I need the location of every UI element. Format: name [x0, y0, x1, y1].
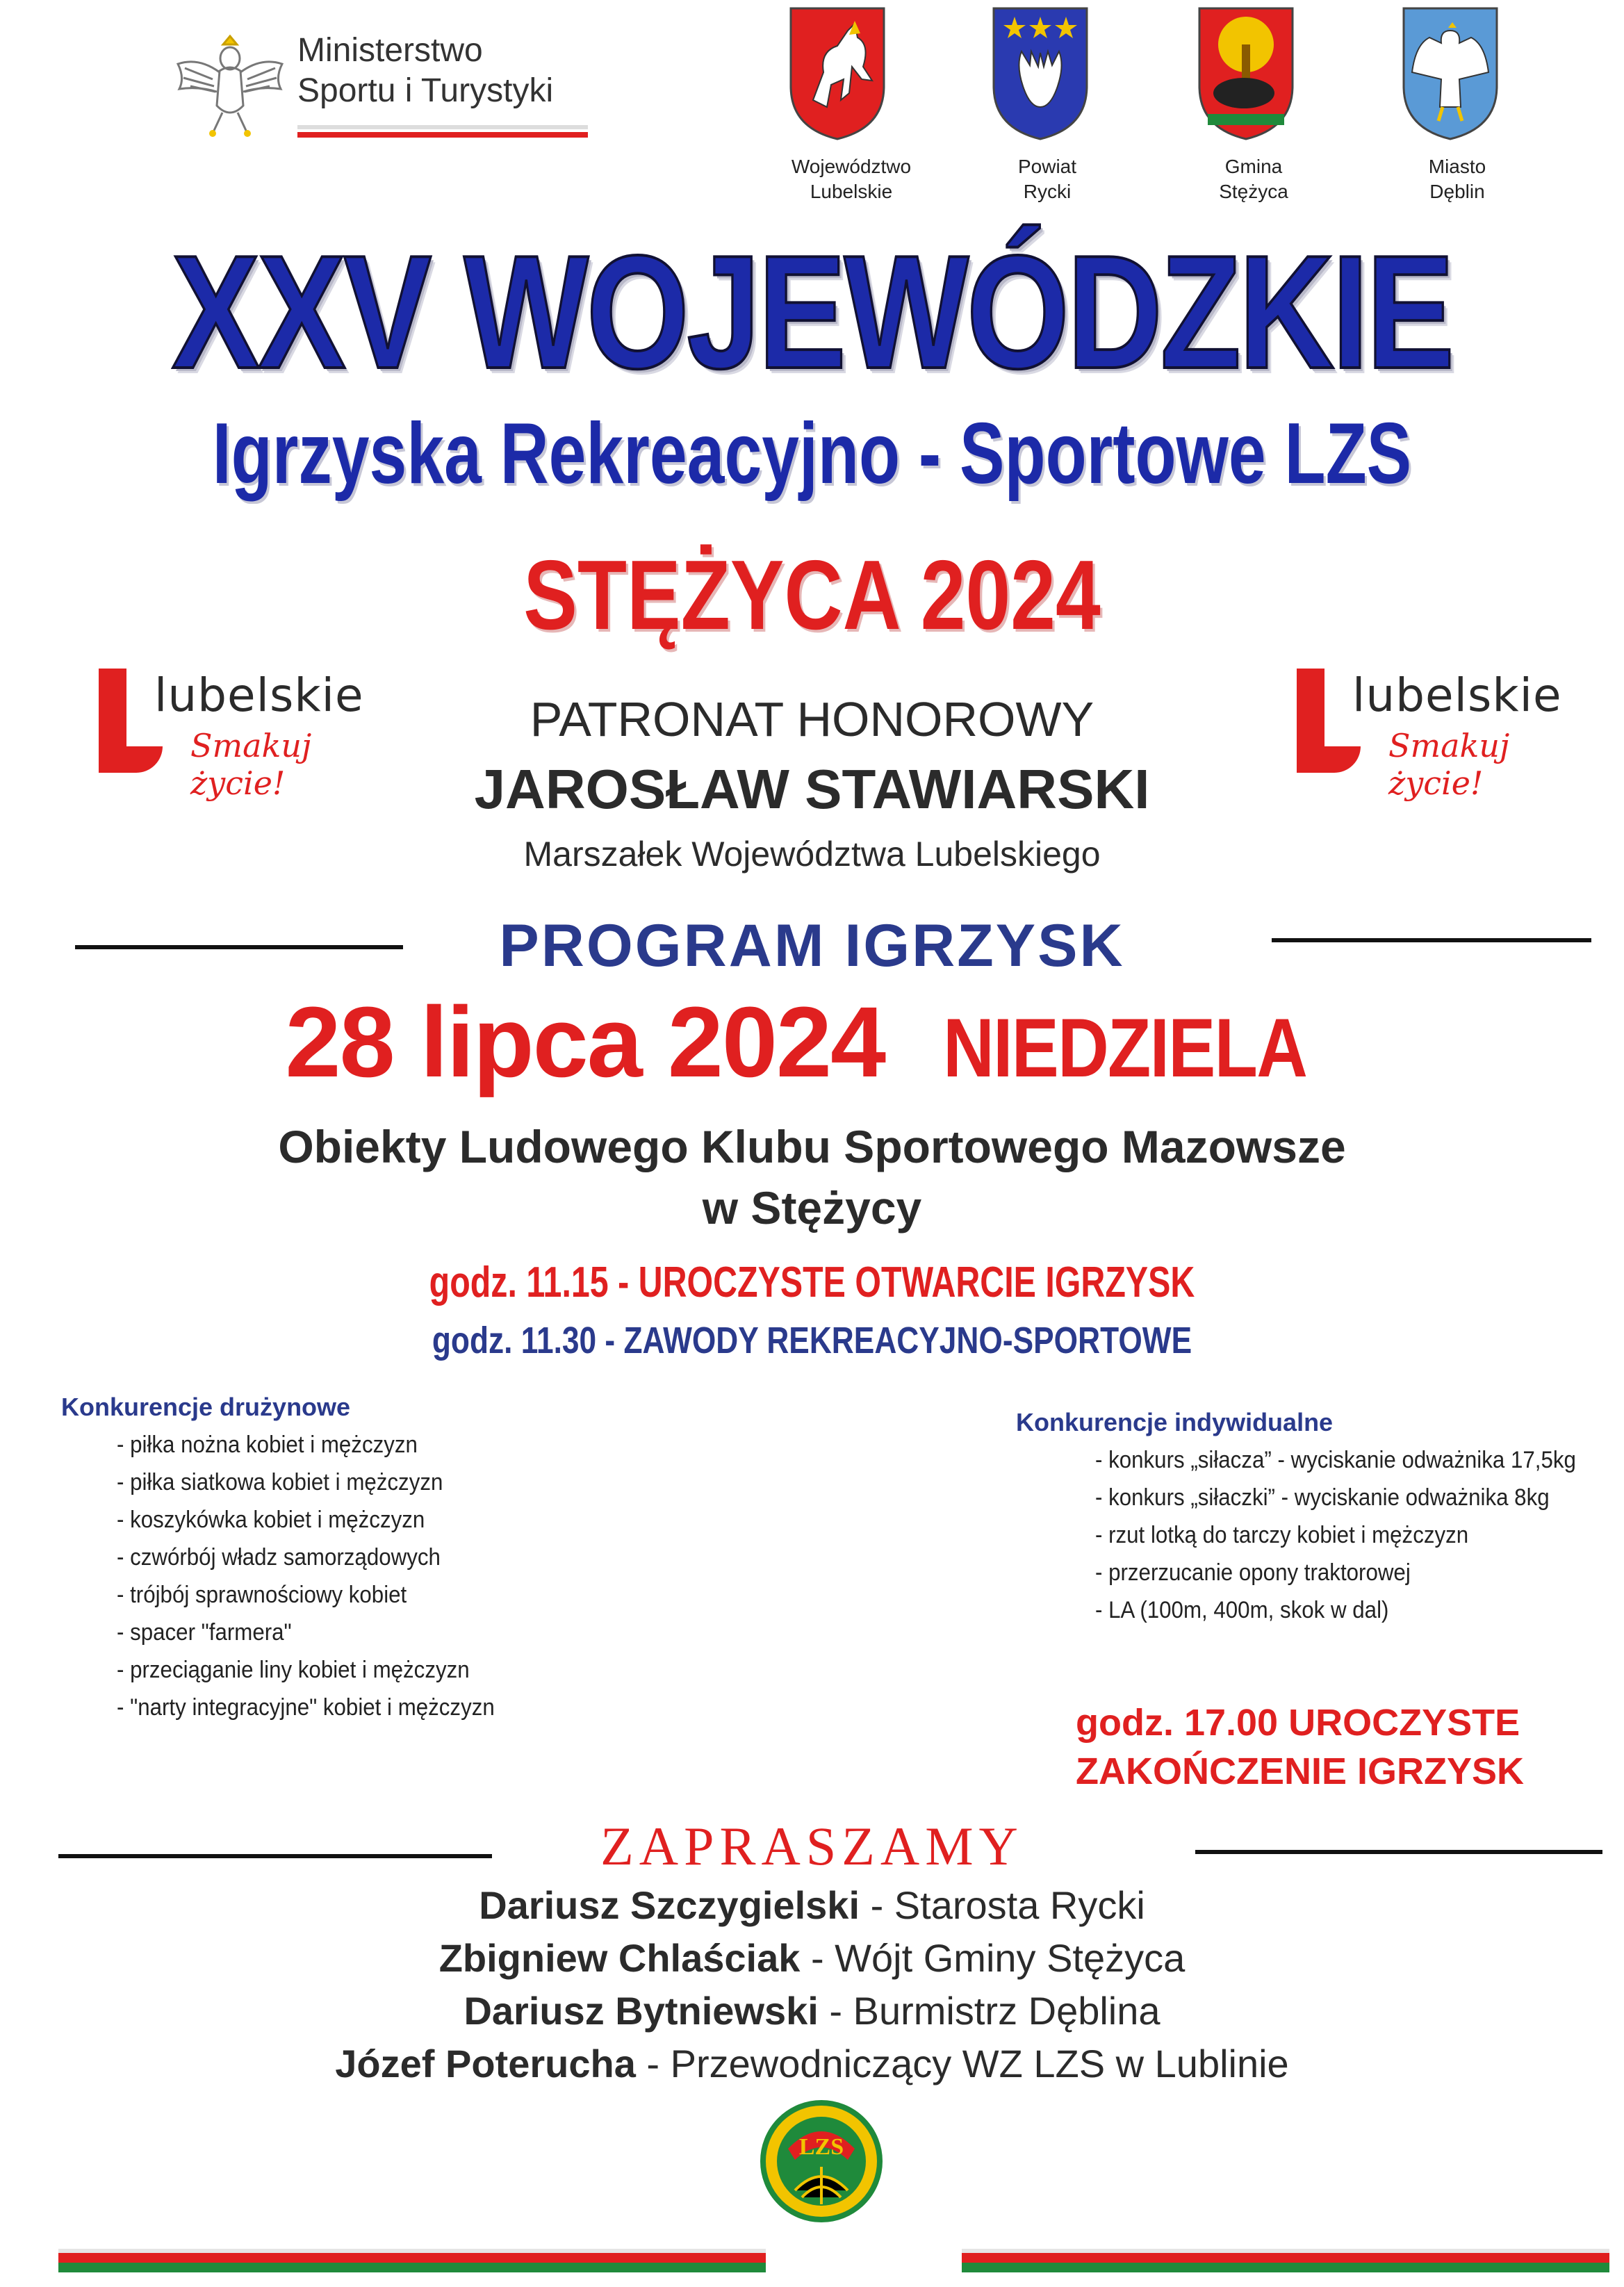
crest-label-line-1: Miasto: [1428, 156, 1486, 177]
host-row: [0, 2038, 1624, 2090]
crest-label-line-1: Gmina: [1224, 156, 1283, 177]
headline-main: XXV WOJEWÓDZKIE: [172, 222, 1452, 402]
list-item: - czwórbój władz samorządowych: [117, 1544, 441, 1571]
crest-label-rycki: [971, 154, 1124, 204]
host-row: [0, 1985, 1624, 2038]
lubelskie-slogan: Smakuj życie!: [1388, 727, 1510, 802]
host-name: Dariusz Bytniewski: [464, 1989, 819, 2033]
list-item: - piłka siatkowa kobiet i mężczyzn: [117, 1469, 443, 1495]
invite-title: ZAPRASZAMY: [600, 1816, 1024, 1876]
headline-sub: Igrzyska Rekreacyjno - Sportowe LZS: [212, 406, 1412, 502]
host-row: [0, 1932, 1624, 1985]
lubelskie-crest-icon: [785, 3, 889, 142]
ministry-line-1: Ministerstwo: [297, 32, 483, 69]
program-date: 28 lipca 2024: [285, 986, 885, 1098]
lzs-logo-icon: [760, 2100, 883, 2222]
crest-label-line-2: Rycki: [1023, 181, 1072, 202]
lubelskie-slogan: Smakuj życie!: [190, 727, 312, 802]
patron-name: JAROSŁAW STAWIARSKI: [474, 758, 1150, 820]
individual-heading: Konkurencje indywidualne: [1016, 1408, 1334, 1436]
crest-label-lubelskie: [775, 154, 928, 204]
events-time: godz. 11.30 - ZAWODY REKREACYJNO-SPORTOWE: [432, 1320, 1192, 1361]
closing-ceremony: [1076, 1698, 1618, 1796]
host-title: - Przewodniczący WZ LZS w Lublinie: [635, 2042, 1289, 2085]
lubelskie-word: lubelskie: [154, 669, 364, 722]
individual-list: [1095, 1441, 1576, 1629]
ministry-line-2: Sportu i Turystyki: [297, 72, 554, 109]
host-title: - Wójt Gminy Stężyca: [800, 1936, 1186, 1980]
crest-label-line-1: Powiat: [1017, 156, 1077, 177]
crest-label-line-2: Stężyca: [1219, 181, 1288, 202]
patron-label: PATRONAT HONOROWY: [530, 692, 1094, 746]
list-item: - rzut lotką do tarczy kobiet i mężczyzn: [1095, 1522, 1469, 1548]
list-item: - LA (100m, 400m, skok w dal): [1095, 1597, 1389, 1623]
host-row: [0, 1879, 1624, 1932]
opening-time: godz. 11.15 - UROCZYSTE OTWARCIE IGRZYSK: [429, 1259, 1195, 1306]
stripe-red: [58, 2253, 766, 2263]
host-title: - Burmistrz Dęblina: [818, 1989, 1160, 2033]
program-date-line: [0, 987, 1624, 1104]
venue-line-1: Obiekty Ludowego Klubu Sportowego Mazowsze: [278, 1121, 1346, 1172]
stezyca-crest-icon: [1194, 3, 1298, 142]
host-title: - Starosta Rycki: [860, 1883, 1145, 1927]
list-item: - przeciąganie liny kobiet i mężczyzn: [117, 1657, 470, 1683]
list-item: - piłka nożna kobiet i mężczyzn: [117, 1432, 418, 1458]
patron-role: Marszałek Województwa Lubelskiego: [523, 835, 1101, 874]
polish-eagle-icon: [171, 22, 289, 140]
crest-label-line-2: Lubelskie: [810, 181, 893, 202]
lzs-logo-text: LZS: [798, 2134, 844, 2160]
host-name: Dariusz Szczygielski: [479, 1883, 860, 1927]
headline-place-year: STĘŻYCA 2024: [523, 540, 1101, 650]
host-name: Zbigniew Chlaściak: [438, 1936, 801, 1980]
crest-label-line-1: Województwo: [791, 156, 912, 177]
list-item: - koszykówka kobiet i mężczyzn: [117, 1507, 425, 1533]
list-item: - "narty integracyjne" kobiet i mężczyzn: [117, 1694, 495, 1721]
list-item: - przerzucanie opony traktorowej: [1095, 1559, 1411, 1586]
stripe-green: [58, 2263, 766, 2272]
program-title: PROGRAM IGRZYSK: [499, 912, 1125, 979]
crest-label-stezyca: [1177, 154, 1330, 204]
host-name: Józef Poterucha: [335, 2042, 636, 2085]
crest-label-line-2: Dęblin: [1429, 181, 1485, 202]
ministry-name: [297, 31, 553, 111]
crest-label-deblin: [1381, 154, 1534, 204]
stripe-green: [962, 2263, 1609, 2272]
lubelskie-word: lubelskie: [1352, 669, 1562, 722]
list-item: - spacer "farmera": [117, 1619, 292, 1646]
stripe-red: [962, 2253, 1609, 2263]
rycki-crest-icon: [988, 3, 1092, 142]
ministry-rule-white: [297, 125, 588, 129]
closing-line-1: godz. 17.00 UROCZYSTE: [1076, 1702, 1520, 1744]
team-list: [117, 1426, 495, 1726]
flag-stripe-left: [58, 2249, 766, 2274]
program-day: NIEDZIELA: [943, 1001, 1307, 1095]
flag-stripe-right: [962, 2249, 1609, 2274]
deblin-crest-icon: [1398, 3, 1502, 142]
list-item: - konkurs „siłaczki” - wyciskanie odważnika 8kg: [1095, 1484, 1550, 1511]
closing-line-2: ZAKOŃCZENIE IGRZYSK: [1076, 1751, 1525, 1792]
list-item: - konkurs „siłacza” - wyciskanie odważnika 17,5kg: [1095, 1447, 1576, 1473]
team-heading: Konkurencje drużynowe: [61, 1393, 351, 1421]
venue-line-2: w Stężycy: [702, 1182, 922, 1233]
list-item: - trójbój sprawnościowy kobiet: [117, 1582, 407, 1608]
ministry-rule-red: [297, 132, 588, 138]
